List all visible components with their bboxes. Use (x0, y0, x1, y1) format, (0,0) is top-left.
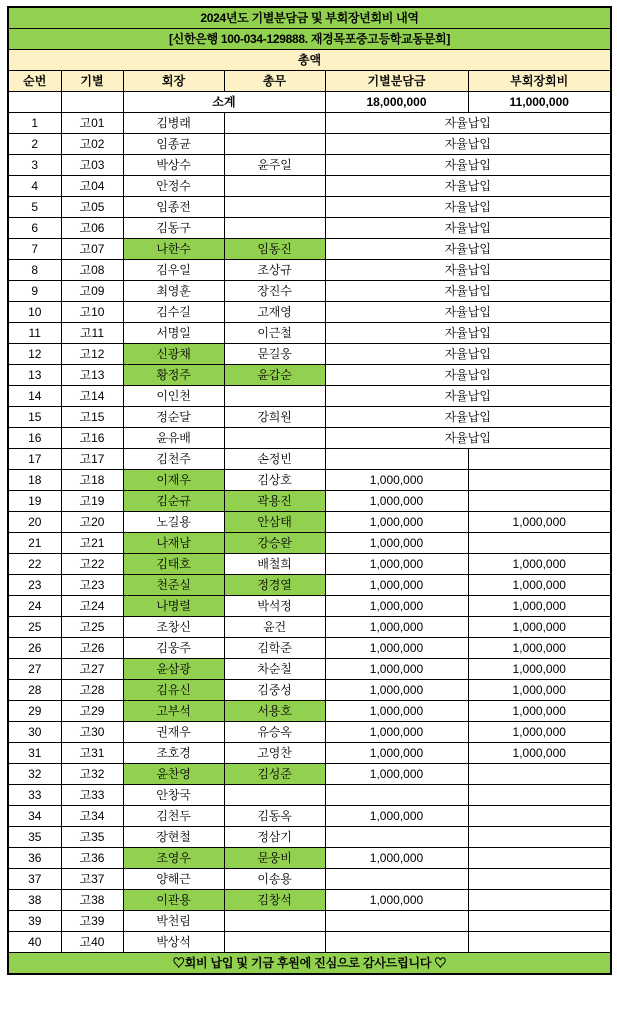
cell-no: 4 (8, 176, 61, 197)
cell-secretary: 정경열 (224, 575, 325, 596)
cell-chairman: 이재우 (123, 470, 224, 491)
cell-secretary: 안삼태 (224, 512, 325, 533)
cell-dues (468, 869, 611, 890)
cell-chairman: 임종전 (123, 197, 224, 218)
cell-chairman: 윤유배 (123, 428, 224, 449)
cell-auto-payment: 자율납입 (325, 239, 611, 260)
table-row (8, 869, 611, 890)
table-row (8, 932, 611, 953)
column-header-class-contribution: 기별분담금 (325, 71, 468, 92)
cell-secretary: 김동옥 (224, 806, 325, 827)
cell-chairman: 김태호 (123, 554, 224, 575)
title-row (8, 7, 611, 29)
cell-auto-payment: 자율납입 (325, 155, 611, 176)
cell-chairman: 고부석 (123, 701, 224, 722)
cell-dues (468, 449, 611, 470)
cell-secretary: 윤갑순 (224, 365, 325, 386)
cell-dues: 1,000,000 (468, 575, 611, 596)
cell-chairman: 김순규 (123, 491, 224, 512)
cell-dues: 1,000,000 (468, 680, 611, 701)
cell-contribution (325, 911, 468, 932)
cell-chairman: 박상수 (123, 155, 224, 176)
cell-chairman: 김수길 (123, 302, 224, 323)
cell-dues: 1,000,000 (468, 701, 611, 722)
cell-chairman: 안창국 (123, 785, 224, 806)
cell-chairman: 박상석 (123, 932, 224, 953)
cell-chairman: 김천주 (123, 449, 224, 470)
cell-secretary (224, 176, 325, 197)
cell-no: 26 (8, 638, 61, 659)
cell-chairman: 조영우 (123, 848, 224, 869)
cell-no: 7 (8, 239, 61, 260)
cell-secretary (224, 113, 325, 134)
cell-class: 고16 (61, 428, 123, 449)
cell-contribution: 1,000,000 (325, 575, 468, 596)
table-row (8, 218, 611, 239)
cell-contribution: 1,000,000 (325, 470, 468, 491)
cell-class: 고11 (61, 323, 123, 344)
cell-chairman: 권재우 (123, 722, 224, 743)
cell-contribution (325, 827, 468, 848)
cell-chairman: 양해근 (123, 869, 224, 890)
table-row (8, 848, 611, 869)
cell-class: 고13 (61, 365, 123, 386)
cell-chairman: 김유신 (123, 680, 224, 701)
cell-chairman: 정순달 (123, 407, 224, 428)
cell-auto-payment: 자율납입 (325, 218, 611, 239)
table-row (8, 827, 611, 848)
subtotal-label: 소계 (123, 92, 325, 113)
cell-no: 3 (8, 155, 61, 176)
cell-chairman: 노길용 (123, 512, 224, 533)
cell-no: 6 (8, 218, 61, 239)
cell-dues (468, 470, 611, 491)
cell-chairman: 조호경 (123, 743, 224, 764)
cell-chairman: 김웅주 (123, 638, 224, 659)
cell-chairman: 김천두 (123, 806, 224, 827)
cell-chairman: 장현철 (123, 827, 224, 848)
cell-auto-payment: 자율납입 (325, 386, 611, 407)
column-header-no: 순번 (8, 71, 61, 92)
cell-no: 40 (8, 932, 61, 953)
cell-secretary: 곽용진 (224, 491, 325, 512)
cell-class: 고17 (61, 449, 123, 470)
cell-dues (468, 848, 611, 869)
cell-dues (468, 533, 611, 554)
cell-no: 9 (8, 281, 61, 302)
cell-class: 고36 (61, 848, 123, 869)
cell-auto-payment: 자율납입 (325, 281, 611, 302)
total-banner: 총액 (8, 50, 611, 71)
cell-secretary: 박석정 (224, 596, 325, 617)
table-row (8, 890, 611, 911)
cell-class: 고34 (61, 806, 123, 827)
table-row (8, 176, 611, 197)
cell-secretary: 이근철 (224, 323, 325, 344)
table-row (8, 470, 611, 491)
table-row (8, 764, 611, 785)
cell-secretary: 윤건 (224, 617, 325, 638)
subtotal-contribution: 18,000,000 (325, 92, 468, 113)
cell-contribution: 1,000,000 (325, 890, 468, 911)
cell-secretary: 김상호 (224, 470, 325, 491)
cell-no: 14 (8, 386, 61, 407)
table-row (8, 449, 611, 470)
table-row (8, 386, 611, 407)
table-row (8, 365, 611, 386)
table-row (8, 806, 611, 827)
table-row (8, 659, 611, 680)
cell-dues (468, 911, 611, 932)
cell-auto-payment: 자율납입 (325, 365, 611, 386)
cell-chairman: 이인천 (123, 386, 224, 407)
cell-secretary: 윤주일 (224, 155, 325, 176)
cell-no: 8 (8, 260, 61, 281)
document-title: 2024년도 기별분담금 및 부회장년회비 내역 (8, 7, 611, 29)
cell-dues (468, 827, 611, 848)
column-header-vice-chair-dues: 부회장회비 (468, 71, 611, 92)
cell-auto-payment: 자율납입 (325, 134, 611, 155)
cell-no: 22 (8, 554, 61, 575)
cell-no: 17 (8, 449, 61, 470)
cell-class: 고39 (61, 911, 123, 932)
cell-secretary (224, 932, 325, 953)
cell-no: 39 (8, 911, 61, 932)
cell-secretary: 고재영 (224, 302, 325, 323)
cell-secretary: 이송용 (224, 869, 325, 890)
cell-secretary (224, 218, 325, 239)
subtotal-dues: 11,000,000 (468, 92, 611, 113)
cell-contribution: 1,000,000 (325, 680, 468, 701)
cell-chairman: 나재남 (123, 533, 224, 554)
cell-contribution (325, 932, 468, 953)
cell-class: 고26 (61, 638, 123, 659)
cell-secretary: 차순칠 (224, 659, 325, 680)
cell-secretary: 문웅비 (224, 848, 325, 869)
cell-contribution (325, 785, 468, 806)
cell-class: 고18 (61, 470, 123, 491)
table-row (8, 533, 611, 554)
cell-dues: 1,000,000 (468, 638, 611, 659)
cell-contribution: 1,000,000 (325, 638, 468, 659)
cell-contribution: 1,000,000 (325, 596, 468, 617)
cell-dues: 1,000,000 (468, 722, 611, 743)
cell-dues: 1,000,000 (468, 659, 611, 680)
table-row (8, 596, 611, 617)
table-row (8, 575, 611, 596)
cell-secretary (224, 134, 325, 155)
cell-chairman: 황정주 (123, 365, 224, 386)
table-row (8, 491, 611, 512)
cell-secretary: 임동진 (224, 239, 325, 260)
column-header-class: 기별 (61, 71, 123, 92)
cell-secretary: 김성준 (224, 764, 325, 785)
cell-secretary (224, 911, 325, 932)
cell-no: 30 (8, 722, 61, 743)
cell-class: 고15 (61, 407, 123, 428)
cell-auto-payment: 자율납입 (325, 344, 611, 365)
cell-chairman: 이관용 (123, 890, 224, 911)
cell-class: 고04 (61, 176, 123, 197)
cell-secretary: 손정빈 (224, 449, 325, 470)
cell-dues: 1,000,000 (468, 617, 611, 638)
cell-chairman: 신광채 (123, 344, 224, 365)
cell-dues: 1,000,000 (468, 743, 611, 764)
column-header-chairman: 회장 (123, 71, 224, 92)
cell-no: 10 (8, 302, 61, 323)
table-row (8, 785, 611, 806)
cell-secretary (224, 428, 325, 449)
cell-class: 고05 (61, 197, 123, 218)
column-header-secretary: 총무 (224, 71, 325, 92)
cell-no: 25 (8, 617, 61, 638)
cell-class: 고03 (61, 155, 123, 176)
cell-class: 고01 (61, 113, 123, 134)
subtotal-blank-class (61, 92, 123, 113)
footer-row (8, 953, 611, 975)
table-row (8, 722, 611, 743)
cell-no: 1 (8, 113, 61, 134)
cell-dues: 1,000,000 (468, 596, 611, 617)
cell-class: 고24 (61, 596, 123, 617)
cell-class: 고06 (61, 218, 123, 239)
cell-auto-payment: 자율납입 (325, 428, 611, 449)
thank-you-message: ♡회비 납입 및 기금 후원에 진심으로 감사드립니다 ♡ (8, 953, 611, 975)
table-row (8, 743, 611, 764)
cell-no: 31 (8, 743, 61, 764)
cell-no: 21 (8, 533, 61, 554)
cell-contribution: 1,000,000 (325, 659, 468, 680)
cell-contribution: 1,000,000 (325, 722, 468, 743)
cell-dues (468, 491, 611, 512)
cell-secretary: 강희원 (224, 407, 325, 428)
table-row (8, 680, 611, 701)
cell-auto-payment: 자율납입 (325, 302, 611, 323)
cell-no: 12 (8, 344, 61, 365)
cell-class: 고27 (61, 659, 123, 680)
cell-no: 13 (8, 365, 61, 386)
cell-secretary: 유승옥 (224, 722, 325, 743)
table-row (8, 134, 611, 155)
cell-dues (468, 785, 611, 806)
cell-chairman: 박천림 (123, 911, 224, 932)
cell-contribution: 1,000,000 (325, 848, 468, 869)
cell-secretary: 김학준 (224, 638, 325, 659)
cell-secretary: 강승완 (224, 533, 325, 554)
cell-chairman: 천준실 (123, 575, 224, 596)
cell-no: 19 (8, 491, 61, 512)
table-row (8, 113, 611, 134)
cell-no: 33 (8, 785, 61, 806)
cell-secretary: 고영찬 (224, 743, 325, 764)
cell-auto-payment: 자율납입 (325, 407, 611, 428)
cell-class: 고21 (61, 533, 123, 554)
table-row (8, 554, 611, 575)
cell-chairman: 임종균 (123, 134, 224, 155)
cell-secretary (224, 785, 325, 806)
table-row (8, 302, 611, 323)
cell-no: 32 (8, 764, 61, 785)
cell-dues (468, 890, 611, 911)
cell-chairman: 윤찬영 (123, 764, 224, 785)
cell-contribution: 1,000,000 (325, 491, 468, 512)
table-row (8, 911, 611, 932)
cell-contribution (325, 449, 468, 470)
cell-secretary: 서용호 (224, 701, 325, 722)
table-row (8, 260, 611, 281)
cell-contribution: 1,000,000 (325, 512, 468, 533)
cell-no: 38 (8, 890, 61, 911)
table-row (8, 155, 611, 176)
cell-secretary: 문길웅 (224, 344, 325, 365)
cell-no: 36 (8, 848, 61, 869)
cell-class: 고30 (61, 722, 123, 743)
cell-class: 고07 (61, 239, 123, 260)
cell-secretary: 김창석 (224, 890, 325, 911)
cell-dues: 1,000,000 (468, 554, 611, 575)
cell-chairman: 서명일 (123, 323, 224, 344)
cell-chairman: 윤삼광 (123, 659, 224, 680)
cell-class: 고20 (61, 512, 123, 533)
cell-class: 고32 (61, 764, 123, 785)
bank-account-subtitle: [신한은행 100-034-129888. 재경목포중고등학교동문회] (8, 29, 611, 50)
cell-secretary (224, 197, 325, 218)
cell-chairman: 나명렬 (123, 596, 224, 617)
cell-no: 34 (8, 806, 61, 827)
cell-class: 고38 (61, 890, 123, 911)
cell-class: 고40 (61, 932, 123, 953)
cell-chairman: 나한수 (123, 239, 224, 260)
cell-class: 고33 (61, 785, 123, 806)
cell-no: 18 (8, 470, 61, 491)
cell-contribution: 1,000,000 (325, 764, 468, 785)
cell-chairman: 김병래 (123, 113, 224, 134)
cell-secretary: 조상규 (224, 260, 325, 281)
cell-contribution (325, 869, 468, 890)
cell-no: 11 (8, 323, 61, 344)
table-row (8, 617, 611, 638)
cell-chairman: 안정수 (123, 176, 224, 197)
cell-dues (468, 764, 611, 785)
cell-class: 고31 (61, 743, 123, 764)
table-row (8, 638, 611, 659)
cell-class: 고22 (61, 554, 123, 575)
cell-chairman: 김동구 (123, 218, 224, 239)
cell-contribution: 1,000,000 (325, 617, 468, 638)
cell-auto-payment: 자율납입 (325, 197, 611, 218)
cell-dues: 1,000,000 (468, 512, 611, 533)
cell-chairman: 김우일 (123, 260, 224, 281)
cell-no: 16 (8, 428, 61, 449)
subtotal-blank-no (8, 92, 61, 113)
cell-auto-payment: 자율납입 (325, 260, 611, 281)
cell-class: 고08 (61, 260, 123, 281)
cell-secretary (224, 386, 325, 407)
cell-class: 고09 (61, 281, 123, 302)
cell-class: 고19 (61, 491, 123, 512)
table-row (8, 512, 611, 533)
cell-dues (468, 932, 611, 953)
table-row (8, 701, 611, 722)
cell-no: 29 (8, 701, 61, 722)
cell-secretary: 장진수 (224, 281, 325, 302)
cell-auto-payment: 자율납입 (325, 113, 611, 134)
cell-class: 고02 (61, 134, 123, 155)
cell-no: 23 (8, 575, 61, 596)
cell-class: 고23 (61, 575, 123, 596)
cell-secretary: 김중성 (224, 680, 325, 701)
cell-no: 2 (8, 134, 61, 155)
cell-secretary: 배철희 (224, 554, 325, 575)
table-row (8, 344, 611, 365)
cell-class: 고28 (61, 680, 123, 701)
cell-class: 고37 (61, 869, 123, 890)
column-header-row (8, 71, 611, 92)
cell-no: 35 (8, 827, 61, 848)
cell-no: 20 (8, 512, 61, 533)
cell-no: 5 (8, 197, 61, 218)
cell-contribution: 1,000,000 (325, 806, 468, 827)
dues-table (7, 6, 612, 975)
cell-contribution: 1,000,000 (325, 533, 468, 554)
cell-class: 고12 (61, 344, 123, 365)
cell-class: 고10 (61, 302, 123, 323)
table-row (8, 323, 611, 344)
subtotal-row (8, 92, 611, 113)
cell-no: 27 (8, 659, 61, 680)
cell-class: 고29 (61, 701, 123, 722)
cell-class: 고35 (61, 827, 123, 848)
cell-secretary: 정삼기 (224, 827, 325, 848)
cell-auto-payment: 자율납입 (325, 176, 611, 197)
cell-class: 고14 (61, 386, 123, 407)
cell-class: 고25 (61, 617, 123, 638)
cell-no: 15 (8, 407, 61, 428)
cell-chairman: 최영훈 (123, 281, 224, 302)
cell-no: 28 (8, 680, 61, 701)
cell-no: 37 (8, 869, 61, 890)
cell-contribution: 1,000,000 (325, 701, 468, 722)
table-row (8, 428, 611, 449)
subtitle-row (8, 29, 611, 50)
cell-no: 24 (8, 596, 61, 617)
table-row (8, 407, 611, 428)
total-banner-row (8, 50, 611, 71)
cell-dues (468, 806, 611, 827)
cell-contribution: 1,000,000 (325, 554, 468, 575)
table-row (8, 239, 611, 260)
table-row (8, 197, 611, 218)
cell-contribution: 1,000,000 (325, 743, 468, 764)
cell-auto-payment: 자율납입 (325, 323, 611, 344)
cell-chairman: 조창신 (123, 617, 224, 638)
table-row (8, 281, 611, 302)
